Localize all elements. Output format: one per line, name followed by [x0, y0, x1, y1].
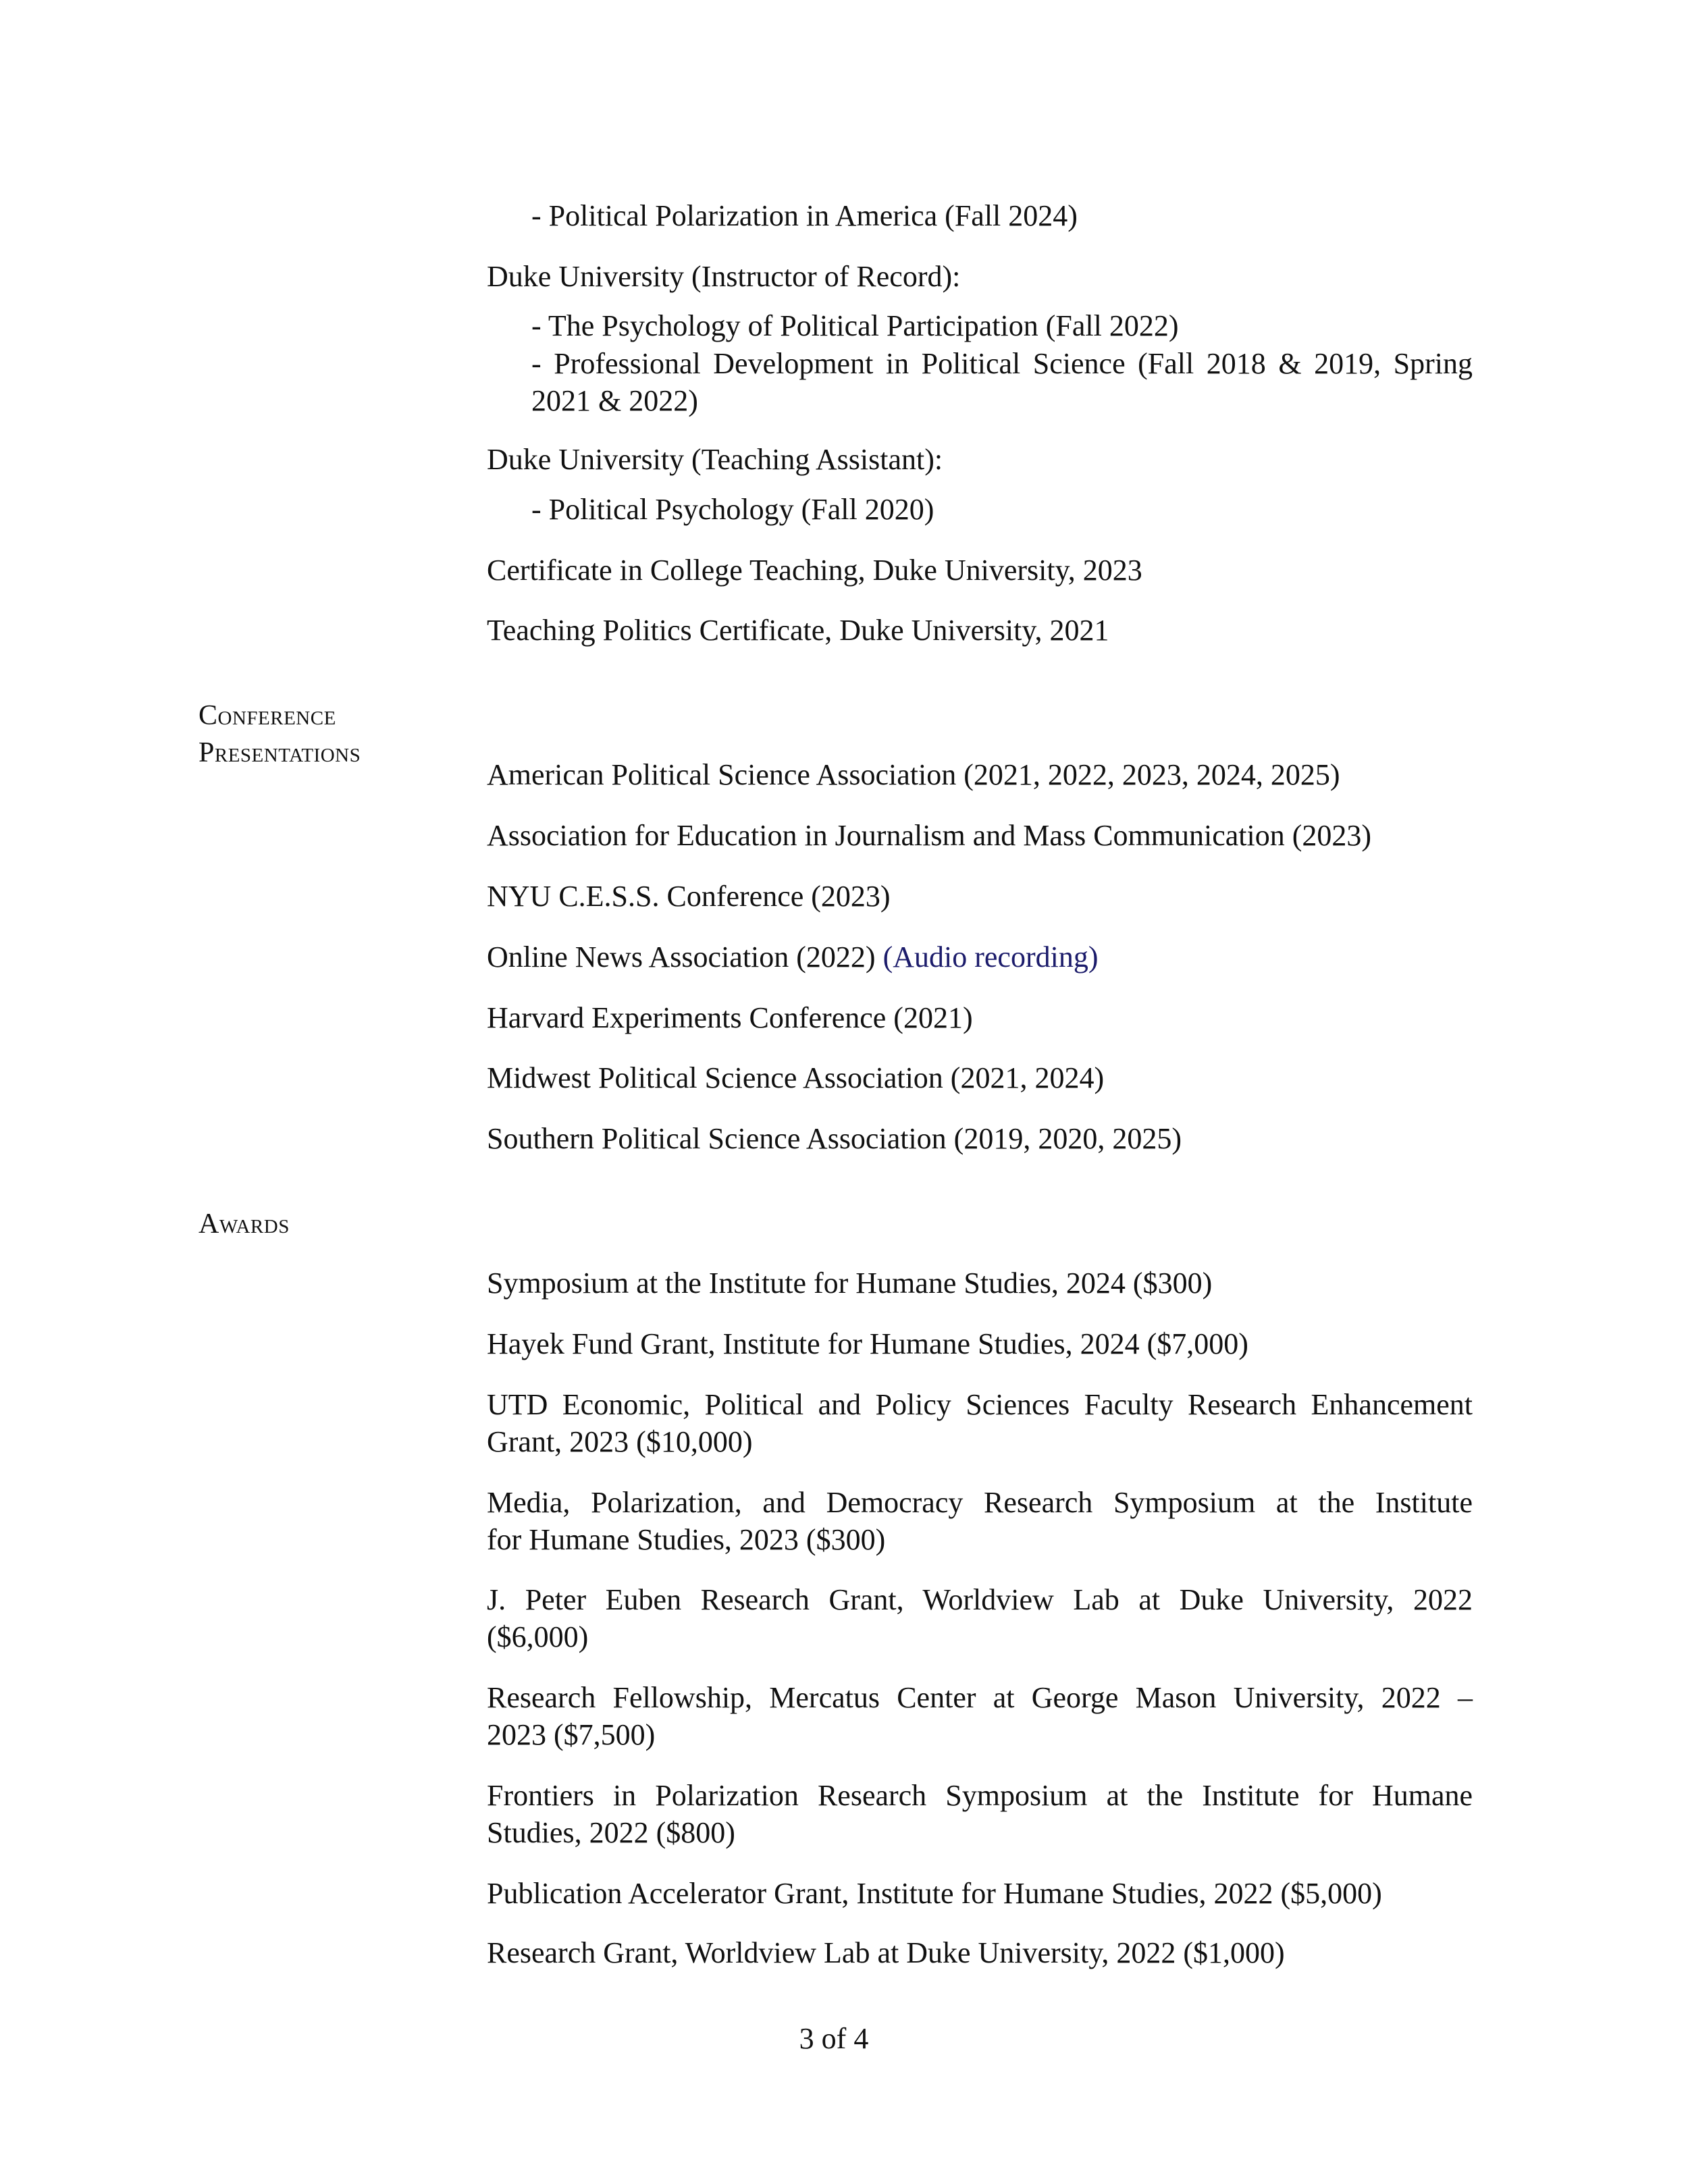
entry-text: Teaching Politics Certificate, Duke University, 2021 — [487, 614, 1109, 647]
entry-line — [487, 1934, 1473, 1971]
entry-text: Hayek Fund Grant, Institute for Humane Studies, 2024 ($7,000) — [487, 1327, 1248, 1360]
entry-text: Studies, 2022 ($800) — [487, 1816, 735, 1849]
entry-text: J. Peter Euben Research Grant, Worldview Lab at Duke University, 2022 — [487, 1583, 1473, 1616]
entry-line — [487, 1264, 1473, 1302]
award-entry — [487, 1264, 1473, 1302]
section-heading-awards: Awards — [199, 1208, 290, 1240]
page-footer — [0, 2020, 1688, 2057]
entry-text: Online News Association (2022) — [487, 940, 876, 974]
conference-entry — [487, 1120, 1473, 1157]
entry-text: American Political Science Association (2021, 2022, 2023, 2024, 2025) — [487, 758, 1340, 791]
entry-line — [531, 197, 1473, 234]
entry-text: ($6,000) — [487, 1620, 589, 1653]
entry-line — [487, 1484, 1473, 1521]
entry-line — [487, 1716, 1473, 1753]
entry-text: Media, Polarization, and Democracy Research Symposium at the Institute — [487, 1486, 1473, 1519]
entry-text: Symposium at the Institute for Humane Studies, 2024 ($300) — [487, 1267, 1213, 1300]
entry-line — [487, 1679, 1473, 1716]
entry-text: Harvard Experiments Conference (2021) — [487, 1001, 973, 1034]
conference-entry — [487, 938, 1473, 976]
entry-text: - Professional Development in Political Science (Fall 2018 & 2019, Spring — [531, 347, 1473, 380]
teaching-entry — [531, 345, 1473, 419]
teaching-heading — [487, 441, 1473, 478]
conference-entry — [487, 999, 1473, 1036]
entry-line — [531, 307, 1473, 344]
teaching-entry — [531, 197, 1473, 234]
entry-line — [487, 1120, 1473, 1157]
entry-line — [531, 345, 1473, 382]
entry-text: - Political Polarization in America (Fall 2024) — [531, 199, 1078, 232]
entry-text: Frontiers in Polarization Research Symposium at the Institute for Humane — [487, 1779, 1473, 1812]
entry-line — [487, 938, 1473, 976]
entry-line — [487, 1386, 1473, 1423]
entry-line — [487, 612, 1473, 649]
entry-line — [487, 817, 1473, 854]
entry-line — [487, 878, 1473, 915]
entry-text: Southern Political Science Association (2019, 2020, 2025) — [487, 1122, 1182, 1155]
entry-line — [487, 1423, 1473, 1460]
entry-line — [531, 382, 1473, 419]
entry-text: Grant, 2023 ($10,000) — [487, 1425, 753, 1458]
entry-text: Publication Accelerator Grant, Institute for Humane Studies, 2022 ($5,000) — [487, 1877, 1382, 1910]
conference-entry — [487, 817, 1473, 854]
entry-text: 2021 & 2022) — [531, 384, 698, 417]
entry-text: Association for Education in Journalism and Mass Communication (2023) — [487, 819, 1372, 852]
entry-text: - Political Psychology (Fall 2020) — [531, 493, 934, 526]
teaching-entry — [531, 307, 1473, 344]
entry-text: Certificate in College Teaching, Duke University, 2023 — [487, 554, 1142, 587]
entry-line — [487, 1581, 1473, 1618]
award-entry — [487, 1386, 1473, 1460]
award-entry — [487, 1325, 1473, 1362]
teaching-heading — [487, 612, 1473, 649]
entry-text: 2023 ($7,500) — [487, 1718, 656, 1751]
entry-text: - The Psychology of Political Participation (Fall 2022) — [531, 309, 1179, 342]
entry-line — [487, 1059, 1473, 1096]
entry-line — [487, 999, 1473, 1036]
entry-text: Research Grant, Worldview Lab at Duke University, 2022 ($1,000) — [487, 1936, 1285, 1969]
entry-text: Midwest Political Science Association (2021, 2024) — [487, 1061, 1105, 1094]
entry-line — [487, 756, 1473, 793]
award-entry — [487, 1875, 1473, 1912]
award-entry — [487, 1679, 1473, 1753]
entry-text: Duke University (Instructor of Record): — [487, 260, 961, 293]
entry-line — [531, 491, 1473, 528]
entry-line — [487, 441, 1473, 478]
entry-line — [487, 552, 1473, 589]
entry-line — [487, 1325, 1473, 1362]
teaching-heading — [487, 552, 1473, 589]
award-entry — [487, 1777, 1473, 1851]
entry-line — [487, 1777, 1473, 1814]
award-entry — [487, 1484, 1473, 1558]
conference-entry — [487, 878, 1473, 915]
entry-line — [487, 1875, 1473, 1912]
section-heading-conference-presentations: Conference — [199, 700, 336, 731]
award-entry — [487, 1581, 1473, 1655]
entry-text: Research Fellowship, Mercatus Center at George Mason University, 2022 – — [487, 1681, 1473, 1714]
teaching-entry — [531, 491, 1473, 528]
entry-line — [487, 1521, 1473, 1558]
conference-entry — [487, 756, 1473, 793]
entry-text: NYU C.E.S.S. Conference (2023) — [487, 880, 891, 913]
conference-entry — [487, 1059, 1473, 1096]
entry-text: for Humane Studies, 2023 ($300) — [487, 1523, 886, 1556]
section-heading-conference-presentations: Presentations — [199, 737, 361, 768]
entry-line — [487, 258, 1473, 295]
entry-text: Duke University (Teaching Assistant): — [487, 443, 943, 476]
audio-recording-link[interactable]: (Audio recording) — [882, 940, 1099, 974]
page-number: 3 of 4 — [799, 2022, 869, 2055]
teaching-heading — [487, 258, 1473, 295]
entry-text: UTD Economic, Political and Policy Sciences Faculty Research Enhancement — [487, 1388, 1473, 1421]
entry-line — [487, 1814, 1473, 1851]
entry-line — [487, 1618, 1473, 1655]
award-entry — [487, 1934, 1473, 1971]
